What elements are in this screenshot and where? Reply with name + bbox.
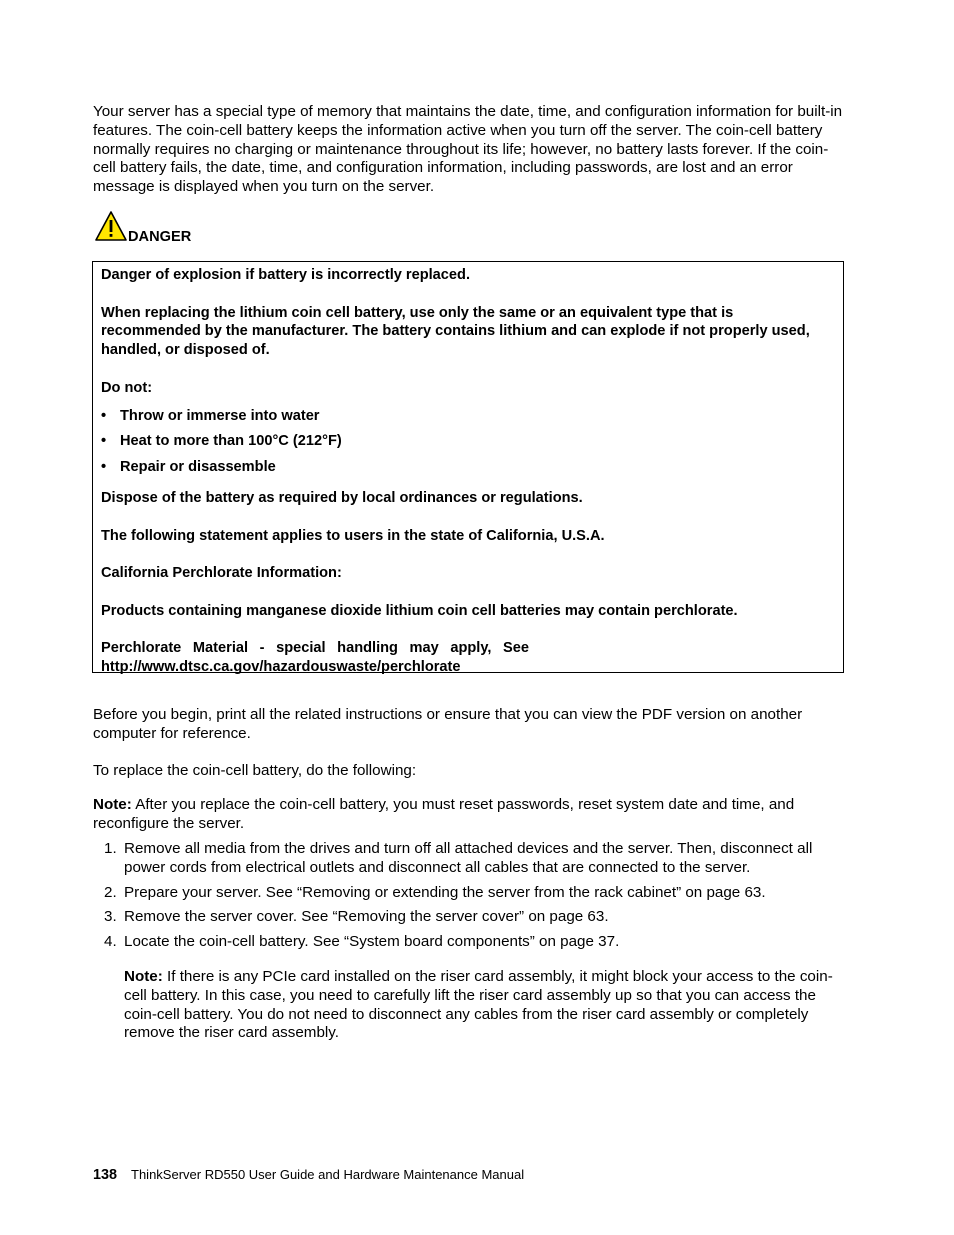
note-paragraph	[93, 796, 843, 834]
note-label: Note:	[124, 968, 163, 985]
list-item	[104, 908, 844, 927]
step-number: 3.	[104, 908, 117, 926]
note-label: Note:	[93, 796, 132, 813]
step-text: Prepare your server. See “Removing or extending the server from the rack cabinet” on page 63.	[124, 883, 766, 901]
page-footer	[93, 1166, 524, 1185]
sub-note-paragraph	[124, 968, 834, 1043]
step-text: Remove all media from the drives and turn off all attached devices and the server. Then, disconnect all power cords from electrical outlets and disconnect all cables that are connected to the server.	[124, 840, 813, 876]
bullet-glyph: •	[101, 407, 107, 424]
do-not-label: Do not:	[101, 379, 153, 396]
do-not-list	[101, 407, 835, 477]
products-line: Products containing manganese dioxide lithium coin cell batteries may contain perchlorate.	[101, 602, 738, 619]
intro-paragraph: Your server has a special type of memory that maintains the date, time, and configuration information for built-in features. The coin-cell battery keeps the information active when you turn off the server. The coin-cell battery normally requires no charging or maintenance throughout its life; however, no battery lasts forever. If the coin-cell battery fails, the date, time, and configuration information, including passwords, are lost and an error message is displayed when you turn on the server.	[93, 103, 843, 196]
perchlorate-material-line: Perchlorate Material - special handling may apply, See	[101, 640, 529, 657]
bullet-glyph: •	[101, 433, 107, 450]
warning-triangle-icon	[94, 210, 128, 242]
note-text: If there is any PCIe card installed on the riser card assembly, it might block your access to the coin-cell battery. In this case, you need to carefully lift the riser card assembly up so that you can access the coin-cell battery. You do not need to disconnect any cables from the riser card assembly or completely remove the riser card assembly.	[124, 968, 833, 1042]
perchlorate-url: http://www.dtsc.ca.gov/hazardouswaste/perchlorate	[101, 659, 461, 676]
note-text: After you replace the coin-cell battery, you must reset passwords, reset system date and time, and reconfigure the server.	[93, 796, 795, 832]
step-text: Remove the server cover. See “Removing the server cover” on page 63.	[124, 908, 609, 926]
danger-notice-box	[92, 261, 844, 676]
list-item: • Throw or immerse into water	[101, 407, 320, 424]
step-number: 1.	[104, 840, 117, 857]
danger-line-explosion: Danger of explosion if battery is incorrectly replaced.	[101, 267, 471, 283]
danger-line-replacing: When replacing the lithium coin cell battery, use only the same or an equivalent type that is recommended by the manufacturer. The battery contains lithium and can explode if not properly used, handled, or disposed of.	[101, 304, 810, 359]
steps-list	[104, 840, 844, 958]
step-text: Locate the coin-cell battery. See “System board components” on page 37.	[124, 933, 620, 951]
before-begin-paragraph: Before you begin, print all the related instructions or ensure that you can view the PDF version on another computer for reference.	[93, 706, 803, 742]
step-number: 4.	[104, 933, 117, 951]
perchlorate-info-heading: California Perchlorate Information:	[101, 565, 342, 582]
dispose-line: Dispose of the battery as required by local ordinances or regulations.	[101, 489, 583, 506]
list-item: • Repair or disassemble	[101, 459, 276, 476]
list-item	[104, 840, 844, 878]
list-item	[104, 933, 844, 952]
list-item	[104, 884, 844, 903]
page-number: 138	[93, 1167, 118, 1183]
step-number: 2.	[104, 883, 117, 901]
danger-label: DANGER	[128, 229, 192, 245]
list-item: • Heat to more than 100°C (212°F)	[101, 433, 342, 450]
to-replace-paragraph: To replace the coin-cell battery, do the following:	[93, 762, 417, 779]
footer-title: ThinkServer RD550 User Guide and Hardware Maintenance Manual	[131, 1167, 525, 1182]
california-statement: The following statement applies to users in the state of California, U.S.A.	[101, 527, 605, 544]
danger-heading	[93, 210, 393, 246]
bullet-glyph: •	[101, 459, 107, 476]
